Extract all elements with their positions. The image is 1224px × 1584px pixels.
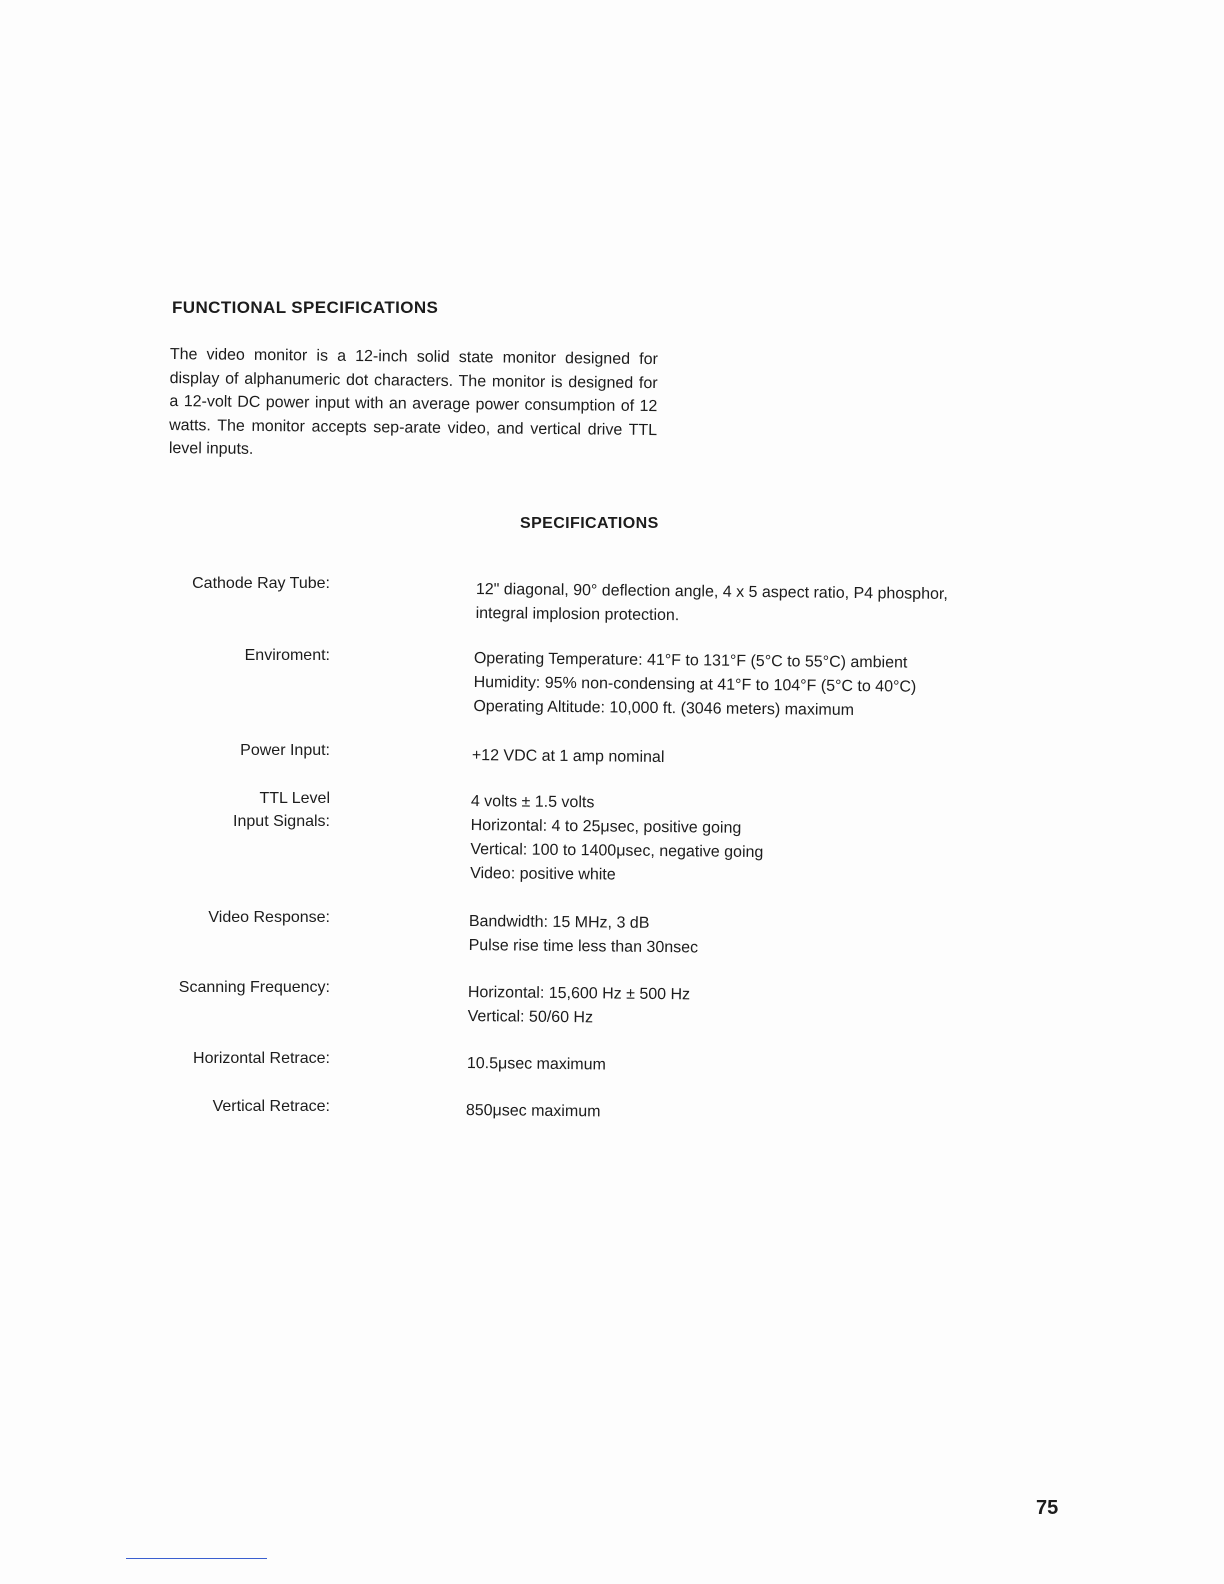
- spec-label-vertical-retrace: [213, 1095, 330, 1118]
- spec-value-line: Operating Altitude: 10,000 ft. (3046 meters) maximum: [473, 697, 855, 719]
- spec-value-scanning-frequency: [467, 981, 690, 1031]
- spec-value-line: Humidity: 95% non-condensing at 41°F to 104°F (5°C to 40°C): [473, 673, 917, 696]
- spec-value-line: Video: positive white: [470, 864, 616, 884]
- page-number: 75: [1036, 1497, 1059, 1519]
- spec-value-power-input: [472, 744, 665, 770]
- spec-value-line: 4 volts ± 1.5 volts: [470, 792, 595, 812]
- spec-label-video-response: [208, 906, 330, 929]
- spec-label-line: Input Signals:: [233, 813, 330, 830]
- spec-value-environment: [473, 647, 916, 724]
- spec-value-line: Horizontal: 15,600 Hz ± 500 Hz: [467, 983, 691, 1004]
- spec-label-line: Vertical Retrace:: [212, 1098, 330, 1115]
- spec-label-power-input: [240, 739, 330, 762]
- spec-label-ttl-input-signals: [233, 787, 330, 833]
- spec-value-line: 12" diagonal, 90° deflection angle, 4 x 5 aspect ratio, P4 phosphor,: [475, 580, 948, 603]
- spec-label-scanning-frequency: [179, 976, 330, 999]
- spec-value-line: integral implosion protection.: [475, 604, 680, 625]
- functional-specifications-heading: FUNCTIONAL SPECIFICATIONS: [172, 298, 439, 317]
- spec-value-crt: [475, 578, 947, 631]
- spec-label-line: Cathode Ray Tube:: [192, 575, 330, 592]
- spec-value-line: Vertical: 50/60 Hz: [467, 1007, 594, 1027]
- spec-label-crt: [192, 572, 330, 595]
- bottom-rule: [126, 1558, 267, 1559]
- spec-label-environment: [245, 644, 330, 667]
- spec-value-line: Horizontal: 4 to 25μsec, positive going: [470, 816, 742, 837]
- spec-value-video-response: [468, 910, 698, 960]
- spec-label-line: Scanning Frequency:: [178, 979, 330, 996]
- spec-value-line: 10.5μsec maximum: [466, 1054, 607, 1074]
- specifications-heading: SPECIFICATIONS: [520, 515, 659, 532]
- spec-value-line: +12 VDC at 1 amp nominal: [471, 746, 665, 767]
- spec-value-line: Bandwidth: 15 MHz, 3 dB: [468, 912, 650, 932]
- spec-value-line: Operating Temperature: 41°F to 131°F (5°C to 55°C) ambient: [473, 649, 908, 672]
- spec-value-ttl-input-signals: [470, 790, 764, 889]
- spec-label-horizontal-retrace: [193, 1047, 330, 1070]
- spec-value-line: 850μsec maximum: [465, 1101, 601, 1121]
- spec-label-line: Power Input:: [240, 742, 330, 759]
- spec-value-horizontal-retrace: [467, 1052, 606, 1077]
- spec-label-line: TTL Level: [259, 790, 330, 807]
- spec-value-line: Vertical: 100 to 1400μsec, negative going: [470, 840, 764, 862]
- spec-label-line: Horizontal Retrace:: [193, 1050, 330, 1067]
- intro-paragraph: The video monitor is a 12-inch solid state monitor designed for display of alphanumeric dot characters. The monitor is designed for a 12-volt DC power input with an average power consumption of 12 watts. The monitor accepts sep-arate video, and vertical drive TTL level inputs.: [168, 345, 658, 458]
- spec-value-line: Pulse rise time less than 30nsec: [468, 936, 699, 957]
- spec-value-vertical-retrace: [466, 1099, 601, 1124]
- spec-label-line: Enviroment:: [244, 647, 330, 664]
- spec-label-line: Video Response:: [208, 909, 330, 926]
